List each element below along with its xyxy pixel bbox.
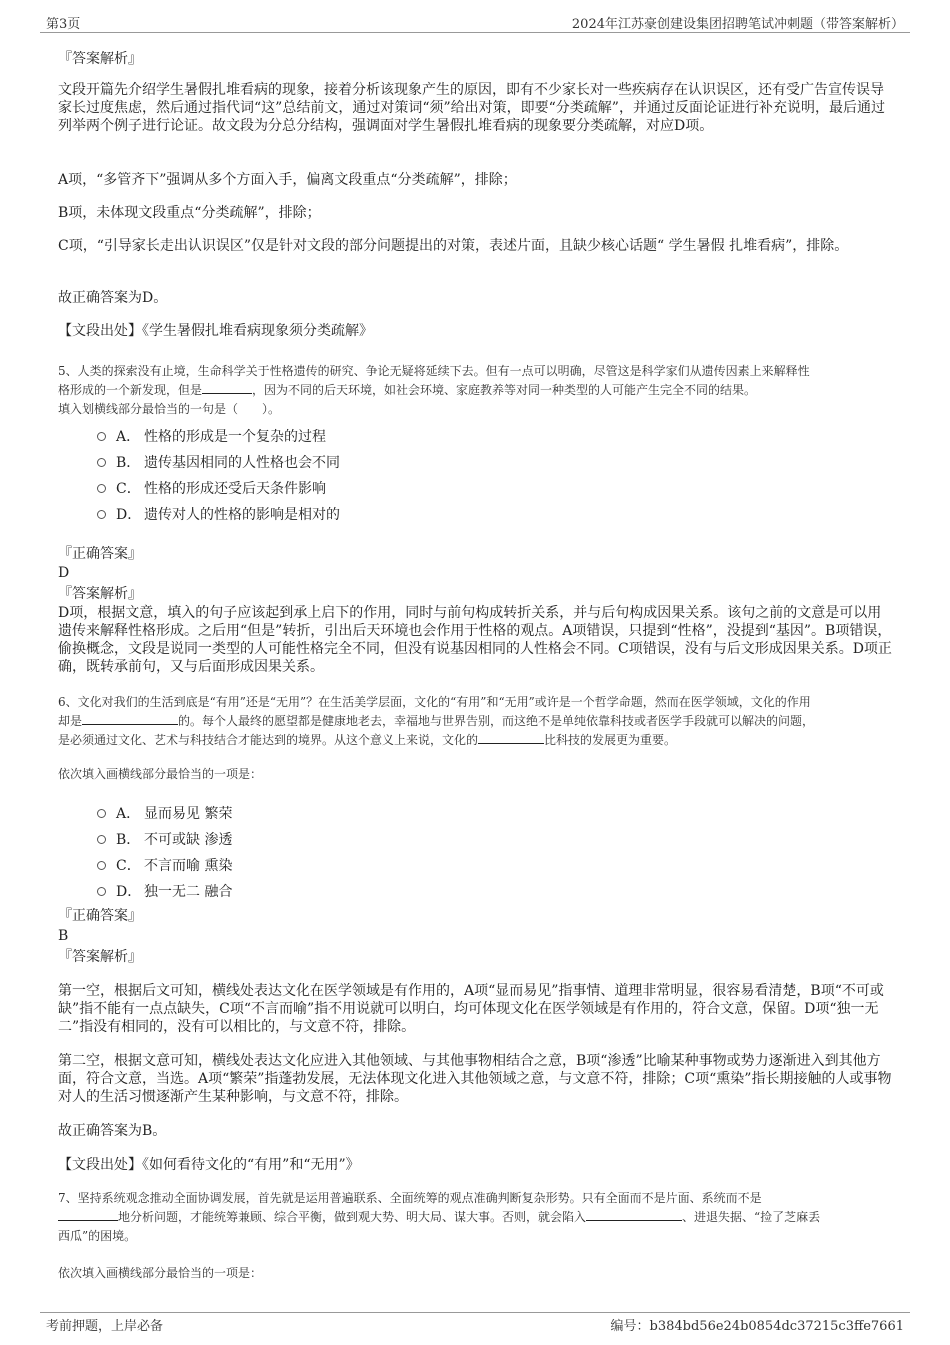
- footer-slogan: 考前押题，上岸必备: [46, 1319, 164, 1334]
- q6-stem-line3: 是必须通过文化、艺术与科技结合才能达到的境界。从这个意义上来说，文化的 比科技的发展更为重要。: [58, 733, 677, 747]
- page-number: 第3页: [46, 17, 81, 32]
- q6-conclusion: 故正确答案为B。: [58, 1123, 167, 1139]
- document-id: 编号：b384bd56e24b0854dc37215c3ffe7661: [610, 1319, 904, 1334]
- q5-option-b[interactable]: B． 遗传基因相同的人性格也会不同: [97, 452, 340, 472]
- q6-analysis-para2: 第二空，根据文意可知，横线处表达文化应进入其他领域、与其他事物相结合之意，B项“渗透”比喻某种事物或势力逐渐进入到其他方面，符合文意，当选。A项“繁荣”指蓬勃发展，无法体现文化进入其他领域之意，与文意不符，排除；C项“熏染”指长期接触的人或事物对人的生活习惯逐渐产生某种影响，与文意不符，排除。: [58, 1053, 892, 1105]
- q6-analysis-label: 『答案解析』: [58, 949, 142, 965]
- q5-option-c[interactable]: C． 性格的形成还受后天条件影响: [97, 478, 326, 498]
- q7-blank-1: [58, 1208, 118, 1221]
- q6-stem-line2: 却是 的。每个人最终的愿望都是健康地老去，幸福地与世界告别，而这绝不是单纯依靠科技或者医学手段就可以解决的问题，: [58, 714, 815, 728]
- radio-icon[interactable]: [97, 432, 106, 441]
- q6-option-a[interactable]: A． 显而易见 繁荣: [97, 803, 232, 823]
- q6-source: 【文段出处】《如何看待文化的“有用”和“无用”》: [58, 1157, 360, 1173]
- q7-stem: [58, 1189, 898, 1246]
- q6-analysis-para1: 第一空，根据后文可知，横线处表达文化在医学领域是有作用的，A项“显而易见”指事情、道理非常明显，很容易看清楚，B项“不可或缺”指不能有一点点缺失，C项“不言而喻”指不用说就可以明白，均可体现文化在医学领域是有作用的，符合文意，保留。D项“独一无二”指没有相同的，没有可以相比的，与文意不符，排除。: [58, 983, 884, 1035]
- q6-blank-2: [478, 731, 544, 744]
- q5-stem-line2: 格形成的一个新发现，但是 ，因为不同的后天环境，如社会环境、家庭教养等对同一种类型的人可能产生完全不同的结果。: [58, 383, 757, 397]
- q7-stem-line2: 地分析问题，才能统筹兼顾、综合平衡，做到观大势、明大局、谋大事。否则，就会陷入 、进退失据、“捡了芝麻丢: [58, 1208, 898, 1227]
- radio-icon[interactable]: [97, 484, 106, 493]
- q4-line-a: A项，“多管齐下”强调从多个方面入手，偏离文段重点“分类疏解”，排除；: [58, 172, 517, 188]
- q4-analysis-label: 『答案解析』: [58, 51, 142, 67]
- q5-stem: [58, 362, 898, 419]
- radio-icon[interactable]: [97, 458, 106, 467]
- q4-conclusion: 故正确答案为D。: [58, 290, 168, 306]
- q4-line-c: C项，“引导家长走出认识误区”仅是针对文段的部分问题提出的对策，表述片面，且缺少核心话题“ 学生暑假 扎堆看病”，排除。: [58, 238, 849, 254]
- q4-line-b: B项，未体现文段重点“分类疏解”，排除；: [58, 205, 321, 221]
- q4-analysis-para: 文段开篇先介绍学生暑假扎堆看病的现象，接着分析该现象产生的原因，即有不少家长对一些疾病存在认识误区，还有受广告宣传误导家长过度焦虑，然后通过指代词“这”总结前文，通过对策词“须”给出对策，即要“分类疏解”，并通过反面论证进行补充说明，最后通过列举两个例子进行论证。故文段为分总分结构，强调面对学生暑假扎堆看病的现象要分类疏解，对应D项。: [58, 82, 885, 134]
- q5-answer-label: 『正确答案』: [58, 546, 142, 562]
- q6-stem: [58, 693, 898, 750]
- q6-stem-line1: 6、文化对我们的生活到底是“有用”还是“无用”？在生活美学层面，文化的“有用”和“无用”或许是一个哲学命题，然而在医学领域，文化的作用: [58, 695, 811, 709]
- header-divider: [40, 32, 910, 33]
- footer-divider: [40, 1312, 910, 1313]
- q5-analysis-label: 『答案解析』: [58, 586, 142, 602]
- q5-blank: [202, 381, 252, 394]
- q5-stem-line3: 填入划横线部分最恰当的一句是（ ）。: [58, 402, 281, 416]
- radio-icon[interactable]: [97, 510, 106, 519]
- q5-stem-line1: 5、人类的探索没有止境，生命科学关于性格遗传的研究、争论无疑将延续下去。但有一点可以明确，尽管这是科学家们从遗传因素上来解释性: [58, 364, 810, 378]
- q5-answer: D: [58, 565, 70, 581]
- radio-icon[interactable]: [97, 809, 106, 818]
- q6-option-c[interactable]: C． 不言而喻 熏染: [97, 855, 232, 875]
- radio-icon[interactable]: [97, 887, 106, 896]
- q6-prompt: 依次填入画横线部分最恰当的一项是：: [58, 767, 263, 781]
- q6-answer: B: [58, 928, 69, 944]
- q4-source: 【文段出处】《学生暑假扎堆看病现象须分类疏解》: [58, 323, 373, 339]
- q6-blank-1: [82, 712, 178, 725]
- document-title: 2024年江苏豪创建设集团招聘笔试冲刺题（带答案解析）: [571, 17, 904, 32]
- q6-option-d[interactable]: D． 独一无二 融合: [97, 881, 232, 901]
- q6-answer-label: 『正确答案』: [58, 908, 142, 924]
- q7-stem-line3: 西瓜”的困境。: [58, 1229, 137, 1243]
- q5-option-a[interactable]: A． 性格的形成是一个复杂的过程: [97, 426, 326, 446]
- q7-stem-line1: 7、坚持系统观念推动全面协调发展，首先就是运用普遍联系、全面统筹的观点准确判断复杂形势。只有全面而不是片面、系统而不是: [58, 1191, 762, 1205]
- q5-option-d[interactable]: D． 遗传对人的性格的影响是相对的: [97, 504, 340, 524]
- q6-option-b[interactable]: B． 不可或缺 渗透: [97, 829, 232, 849]
- q5-analysis: D项，根据文意，填入的句子应该起到承上启下的作用，同时与前句构成转折关系，并与后句构成因果关系。该句之前的文意是可以用遗传来解释性格形成。之后用“但是”转折，引出后天环境也会作用于性格的观点。A项错误，只提到“性格”，没提到“基因”。B项错误，偷换概念，文段是说同一类型的人可能性格完全不同，但没有说基因相同的人性格会不同。C项错误，没有与后文形成因果关系。D项正确，既转承前句，又与后面形成因果关系。: [58, 605, 892, 675]
- radio-icon[interactable]: [97, 861, 106, 870]
- q7-blank-2: [586, 1208, 682, 1221]
- q7-prompt: 依次填入画横线部分最恰当的一项是：: [58, 1266, 263, 1280]
- radio-icon[interactable]: [97, 835, 106, 844]
